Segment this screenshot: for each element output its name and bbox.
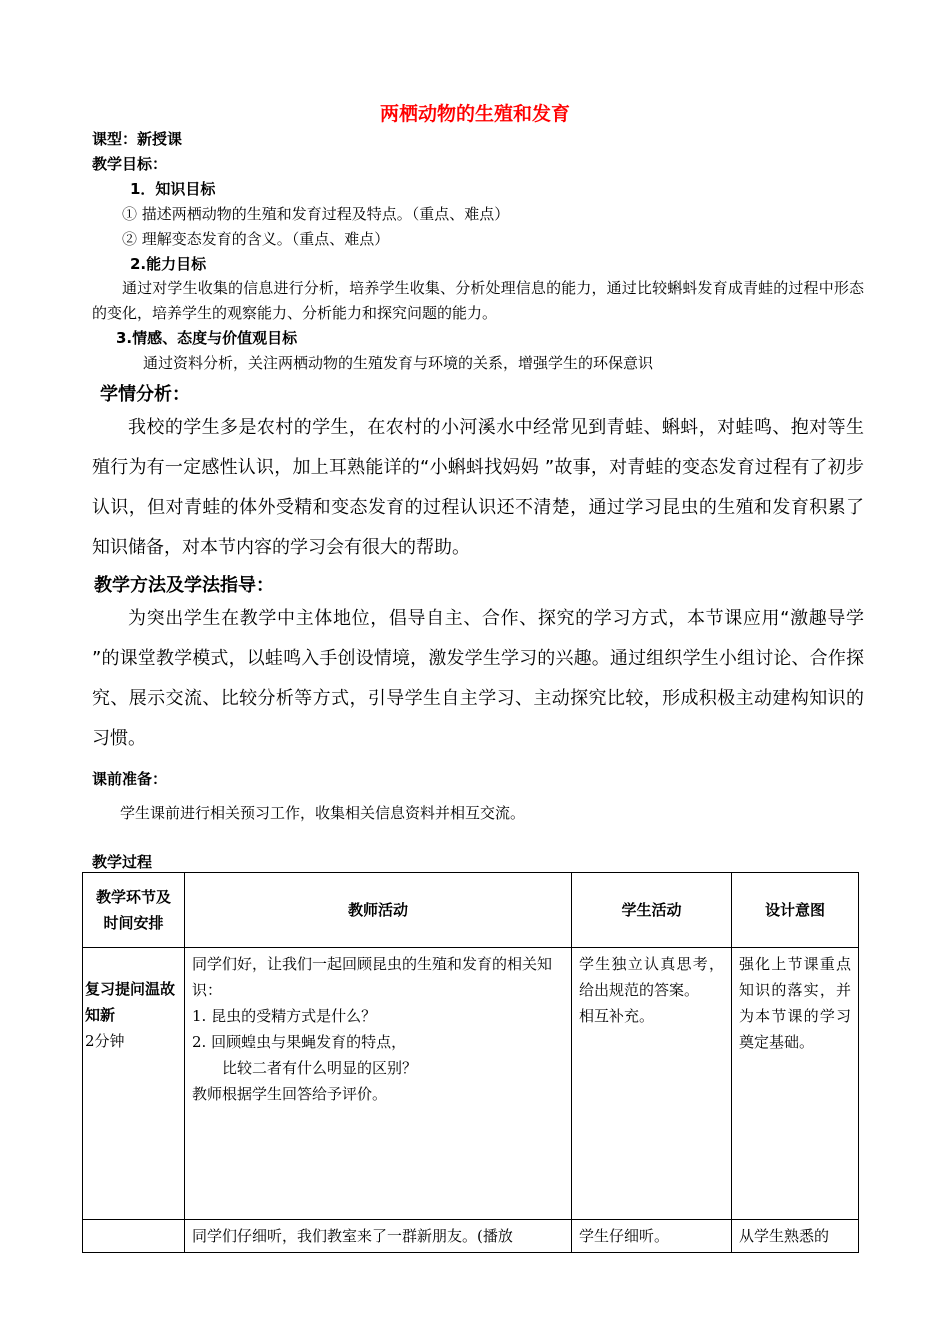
prep-heading: 课前准备：	[92, 770, 168, 788]
goal1-item-2: ② 理解变态发育的含义。（重点、难点）	[122, 230, 390, 248]
goal1-item-1: ① 描述两栖动物的生殖和发育过程及特点。（重点、难点）	[122, 205, 510, 223]
row1-time: 2分钟	[85, 1032, 125, 1050]
goal3-heading: 3.情感、态度与价值观目标	[116, 329, 298, 347]
row2-stage	[83, 1220, 185, 1253]
table-row	[83, 1220, 859, 1253]
methods-heading: 教学方法及学法指导：	[94, 575, 274, 596]
process-heading: 教学过程	[92, 853, 153, 871]
row2-student: 学生仔细听。	[572, 1220, 732, 1253]
table-header-row	[83, 873, 859, 948]
prep-text: 学生课前进行相关预习工作，收集相关信息资料并相互交流。	[120, 804, 526, 822]
header-intent: 设计意图	[732, 873, 859, 948]
row1-student-cell	[572, 948, 732, 1220]
page-title: 两栖动物的生殖和发育	[379, 103, 570, 125]
row1-student-line-2: 相互补充。	[579, 1007, 655, 1025]
goal2-text: 通过对学生收集的信息进行分析，培养学生收集、分析处理信息的能力，通过比较蝌蚪发育成青蛙的过程中形态的变化，培养学生的观察能力、分析能力和探究问题的能力。	[92, 279, 864, 322]
row1-student-line-1: 学生独立认真思考，给出规范的答案。	[579, 955, 724, 999]
header-stage: 教学环节及时间安排	[83, 873, 185, 948]
row1-teacher-line-1: 同学们好，让我们一起回顾昆虫的生殖和发育的相关知识：	[192, 955, 553, 999]
row1-stage-cell	[83, 948, 185, 1220]
goals-heading: 教学目标：	[92, 155, 168, 173]
goal3-text: 通过资料分析，关注两栖动物的生殖发育与环境的关系，增强学生的环保意识	[143, 354, 654, 372]
methods-text: 为突出学生在教学中主体地位，倡导自主、合作、探究的学习方式，本节课应用“激趣导学 ”的课堂教学模式，以蛙鸣入手创设情境，激发学生学习的兴趣。通过组织学生小组讨论、合作探究、展示交流、比较分析等方式，引导学生自主学习、主动探究比较，形成积极主动建构知识的习惯。	[92, 608, 864, 749]
header-student: 学生活动	[572, 873, 732, 948]
row2-teacher: 同学们仔细听，我们教室来了一群新朋友。(播放	[185, 1220, 572, 1253]
analysis-heading: 学情分析：	[100, 384, 190, 405]
lesson-type: 课型：新授课	[92, 130, 183, 148]
row1-intent: 强化上节课重点知识的落实，并为本节课的学习奠定基础。	[732, 948, 859, 1220]
row1-teacher-cell	[185, 948, 572, 1220]
table-row	[83, 948, 859, 1220]
header-teacher: 教师活动	[185, 873, 572, 948]
row1-teacher-line-5: 教师根据学生回答给予评价。	[192, 1085, 388, 1103]
row1-teacher-line-3: 2. 回顾蝗虫与果蝇发育的特点，	[192, 1033, 407, 1051]
process-table	[82, 872, 859, 1253]
row1-stage: 复习提问温故知新	[85, 980, 176, 1024]
row2-intent: 从学生熟悉的	[732, 1220, 859, 1253]
goal1-heading: 1．知识目标	[130, 180, 216, 198]
row1-teacher-line-4: 比较二者有什么明显的区别？	[222, 1059, 418, 1077]
goal2-heading: 2.能力目标	[130, 255, 207, 273]
row1-teacher-line-2: 1. 昆虫的受精方式是什么？	[192, 1007, 377, 1025]
analysis-text: 我校的学生多是农村的学生，在农村的小河溪水中经常见到青蛙、蝌蚪，对蛙鸣、抱对等生殖行为有一定感性认识，加上耳熟能详的“小蝌蚪找妈妈 ”故事，对青蛙的变态发育过程有了初步认识，但对青蛙的体外受精和变态发育的过程认识还不清楚，通过学习昆虫的生殖和发育积累了知识储备，对本节内容的学习会有很大的帮助。	[92, 417, 864, 558]
